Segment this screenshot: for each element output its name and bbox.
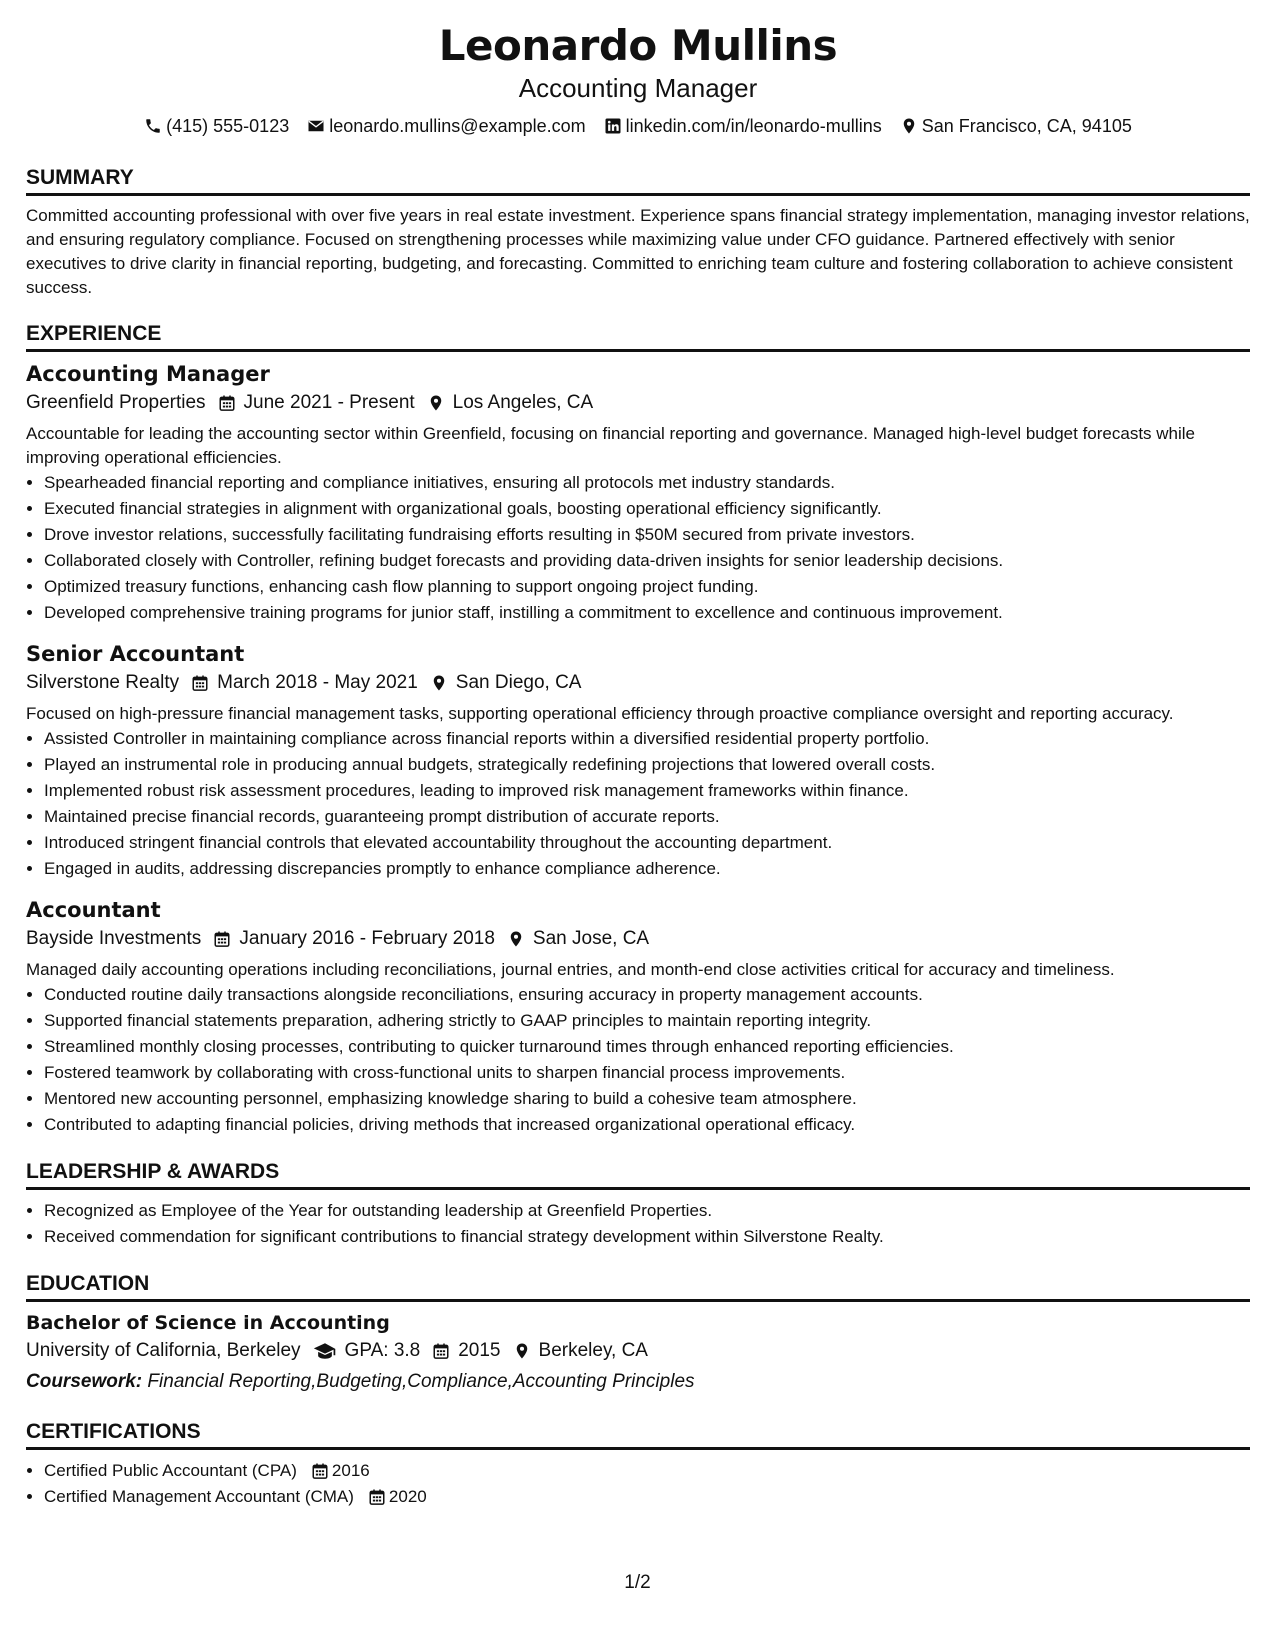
contact-location — [900, 116, 1132, 137]
certification-year-item — [311, 1458, 370, 1484]
contact-email[interactable] — [307, 116, 585, 137]
job-list — [26, 360, 1250, 1138]
bullet-item: • Optimized treasury functions, enhancing cash flow planning to support ongoing project funding. — [44, 574, 1250, 600]
bullet-item: • Played an instrumental role in producing annual budgets, strategically redefining projections that lowered overall costs. — [44, 752, 1250, 778]
job-entry — [26, 640, 1250, 882]
certification-item — [44, 1484, 1250, 1510]
bullet-item: • Conducted routine daily transactions alongside reconciliations, ensuring accuracy in property management accounts. — [44, 982, 1250, 1008]
calendar-icon — [368, 1488, 386, 1506]
coursework-label: Coursework: — [26, 1371, 143, 1392]
certification-name: • Certified Public Accountant (CPA) — [44, 1461, 297, 1480]
leadership-list — [26, 1198, 1250, 1250]
company-name: Silverstone Realty — [26, 672, 180, 693]
certifications-list — [26, 1458, 1250, 1510]
email-text: leonardo.mullins@example.com — [329, 115, 586, 136]
job-description: Accountable for leading the accounting sector within Greenfield, focusing on financial reporting and governance. Managed high-level budget forecasts while improving operational efficiencies. — [26, 424, 1196, 467]
award-item: • Received commendation for significant contributions to financial strategy development within Silverstone Realty. — [44, 1224, 1250, 1250]
calendar-icon — [191, 674, 209, 692]
job-location: San Jose, CA — [532, 928, 650, 949]
bullet-item: • Engaged in audits, addressing discrepancies promptly to enhance compliance adherence. — [44, 856, 1250, 882]
bullet-item: • Contributed to adapting financial policies, driving methods that increased organizational operational efficacy. — [44, 1112, 1250, 1138]
job-location-item — [507, 924, 649, 954]
job-title: Senior Accountant — [26, 642, 245, 666]
bullet-item: • Collaborated closely with Controller, refining budget forecasts and providing data-driven insights for senior leadership decisions. — [44, 548, 1250, 574]
school-location: Berkeley, CA — [538, 1340, 648, 1361]
summary-text: Committed accounting professional with over five years in real estate investment. Experience spans financial strategy implementation, managing investor relations, and ensuring regulatory compliance. Focused on strengthening processes while maximizing value under CFO guidance. Partnered effectively with senior executives to drive clarity in financial reporting, budgeting, and forecasting. Committed to enriching team culture and fostering collaboration to achieve consistent success. — [26, 206, 1250, 297]
job-meta — [26, 924, 1250, 954]
certifications-heading: CERTIFICATIONS — [26, 1418, 1250, 1450]
contact-bar — [26, 114, 1250, 138]
award-item: • Recognized as Employee of the Year for outstanding leadership at Greenfield Properties. — [44, 1198, 1250, 1224]
job-dates-item — [213, 924, 495, 954]
job-entry — [26, 896, 1250, 1138]
job-title: Accounting Manager — [26, 362, 270, 386]
envelope-icon — [307, 117, 325, 135]
certification-row — [44, 1484, 1250, 1510]
phone-icon — [144, 117, 162, 135]
bullet-item: • Streamlined monthly closing processes, contributing to quicker turnaround times through enhanced reporting efficiencies. — [44, 1034, 1250, 1060]
contact-phone[interactable] — [144, 116, 289, 137]
calendar-icon — [432, 1342, 450, 1360]
bullet-item: • Spearheaded financial reporting and compliance initiatives, ensuring all protocols met industry standards. — [44, 470, 1250, 496]
contact-linkedin[interactable] — [604, 116, 882, 137]
bullet-item: • Supported financial statements preparation, adhering strictly to GAAP principles to maintain reporting integrity. — [44, 1008, 1250, 1034]
map-pin-icon — [507, 930, 525, 948]
coursework-list: Financial Reporting,Budgeting,Compliance,Accounting Principles — [147, 1371, 695, 1392]
bullet-item: • Assisted Controller in maintaining compliance across financial reports within a diversified residential property portfolio. — [44, 726, 1250, 752]
job-dates-item — [191, 668, 418, 698]
calendar-icon — [311, 1462, 329, 1480]
job-location: Los Angeles, CA — [452, 392, 594, 413]
location-text: San Francisco, CA, 94105 — [921, 115, 1132, 136]
job-meta — [26, 388, 1250, 418]
job-location: San Diego, CA — [455, 672, 582, 693]
candidate-title: Accounting Manager — [518, 73, 758, 103]
experience-section — [26, 320, 1250, 1138]
school-location-item — [513, 1336, 648, 1366]
bullet-item: • Mentored new accounting personnel, emphasizing knowledge sharing to build a cohesive team atmosphere. — [44, 1086, 1250, 1112]
education-section — [26, 1270, 1250, 1396]
job-location-item — [427, 388, 593, 418]
certification-item — [44, 1458, 1250, 1484]
job-dates: March 2018 - May 2021 — [217, 672, 418, 693]
gpa: GPA: 3.8 — [344, 1340, 421, 1361]
calendar-icon — [218, 394, 236, 412]
job-meta — [26, 668, 1250, 698]
certification-year: 2016 — [331, 1461, 370, 1480]
grad-year-item — [432, 1336, 500, 1366]
certifications-section — [26, 1418, 1250, 1510]
bullet-item: • Fostered teamwork by collaborating with cross-functional units to sharpen financial process improvements. — [44, 1060, 1250, 1086]
map-pin-icon — [900, 117, 918, 135]
job-entry — [26, 360, 1250, 626]
bullet-item: • Maintained precise financial records, guaranteeing prompt distribution of accurate reports. — [44, 804, 1250, 830]
map-pin-icon — [430, 674, 448, 692]
education-meta — [26, 1336, 1250, 1366]
experience-heading: EXPERIENCE — [26, 320, 1250, 352]
map-pin-icon — [427, 394, 445, 412]
resume-page — [26, 22, 1250, 1510]
degree: Bachelor of Science in Accounting — [26, 1312, 390, 1334]
bullet-item: • Developed comprehensive training programs for junior staff, instilling a commitment to excellence and continuous improvement. — [44, 600, 1250, 626]
job-dates: June 2021 - Present — [243, 392, 415, 413]
page-number: 1/2 — [624, 1572, 651, 1593]
linkedin-icon — [604, 117, 622, 135]
graduation-cap-icon — [313, 1341, 337, 1361]
job-location-item — [430, 668, 582, 698]
company-name: Bayside Investments — [26, 928, 202, 949]
leadership-heading: LEADERSHIP & AWARDS — [26, 1158, 1250, 1190]
job-description: Focused on high-pressure financial management tasks, supporting operational efficiency through proactive compliance oversight and reporting accuracy. — [26, 704, 1174, 723]
bullet-item: • Implemented robust risk assessment procedures, leading to improved risk management frameworks within finance. — [44, 778, 1250, 804]
map-pin-icon — [513, 1342, 531, 1360]
calendar-icon — [213, 930, 231, 948]
school-name: University of California, Berkeley — [26, 1340, 301, 1361]
job-description: Managed daily accounting operations including reconciliations, journal entries, and month-end close activities critical for accuracy and timeliness. — [26, 960, 1115, 979]
job-dates: January 2016 - February 2018 — [239, 928, 495, 949]
summary-section — [26, 164, 1250, 300]
job-bullets — [26, 726, 1250, 882]
company-name: Greenfield Properties — [26, 392, 206, 413]
phone-text: (415) 555-0123 — [166, 115, 290, 136]
gpa-item — [313, 1336, 421, 1366]
education-heading: EDUCATION — [26, 1270, 1250, 1302]
job-bullets — [26, 470, 1250, 626]
certification-year: 2020 — [388, 1487, 427, 1506]
certification-year-item — [368, 1484, 427, 1510]
summary-heading: SUMMARY — [26, 164, 1250, 196]
bullet-item: • Executed financial strategies in alignment with organizational goals, boosting operational efficiency significantly. — [44, 496, 1250, 522]
certification-row — [44, 1458, 1250, 1484]
job-bullets — [26, 982, 1250, 1138]
candidate-name: Leonardo Mullins — [438, 21, 838, 70]
bullet-item: • Drove investor relations, successfully facilitating fundraising efforts resulting in $50M secured from private investors. — [44, 522, 1250, 548]
job-title: Accountant — [26, 898, 161, 922]
certification-name: • Certified Management Accountant (CMA) — [44, 1487, 354, 1506]
job-dates-item — [218, 388, 415, 418]
bullet-item: • Introduced stringent financial controls that elevated accountability throughout the accounting department. — [44, 830, 1250, 856]
linkedin-text: linkedin.com/in/leonardo-mullins — [625, 115, 882, 136]
leadership-section — [26, 1158, 1250, 1250]
grad-year: 2015 — [458, 1340, 501, 1361]
coursework — [26, 1368, 1250, 1396]
